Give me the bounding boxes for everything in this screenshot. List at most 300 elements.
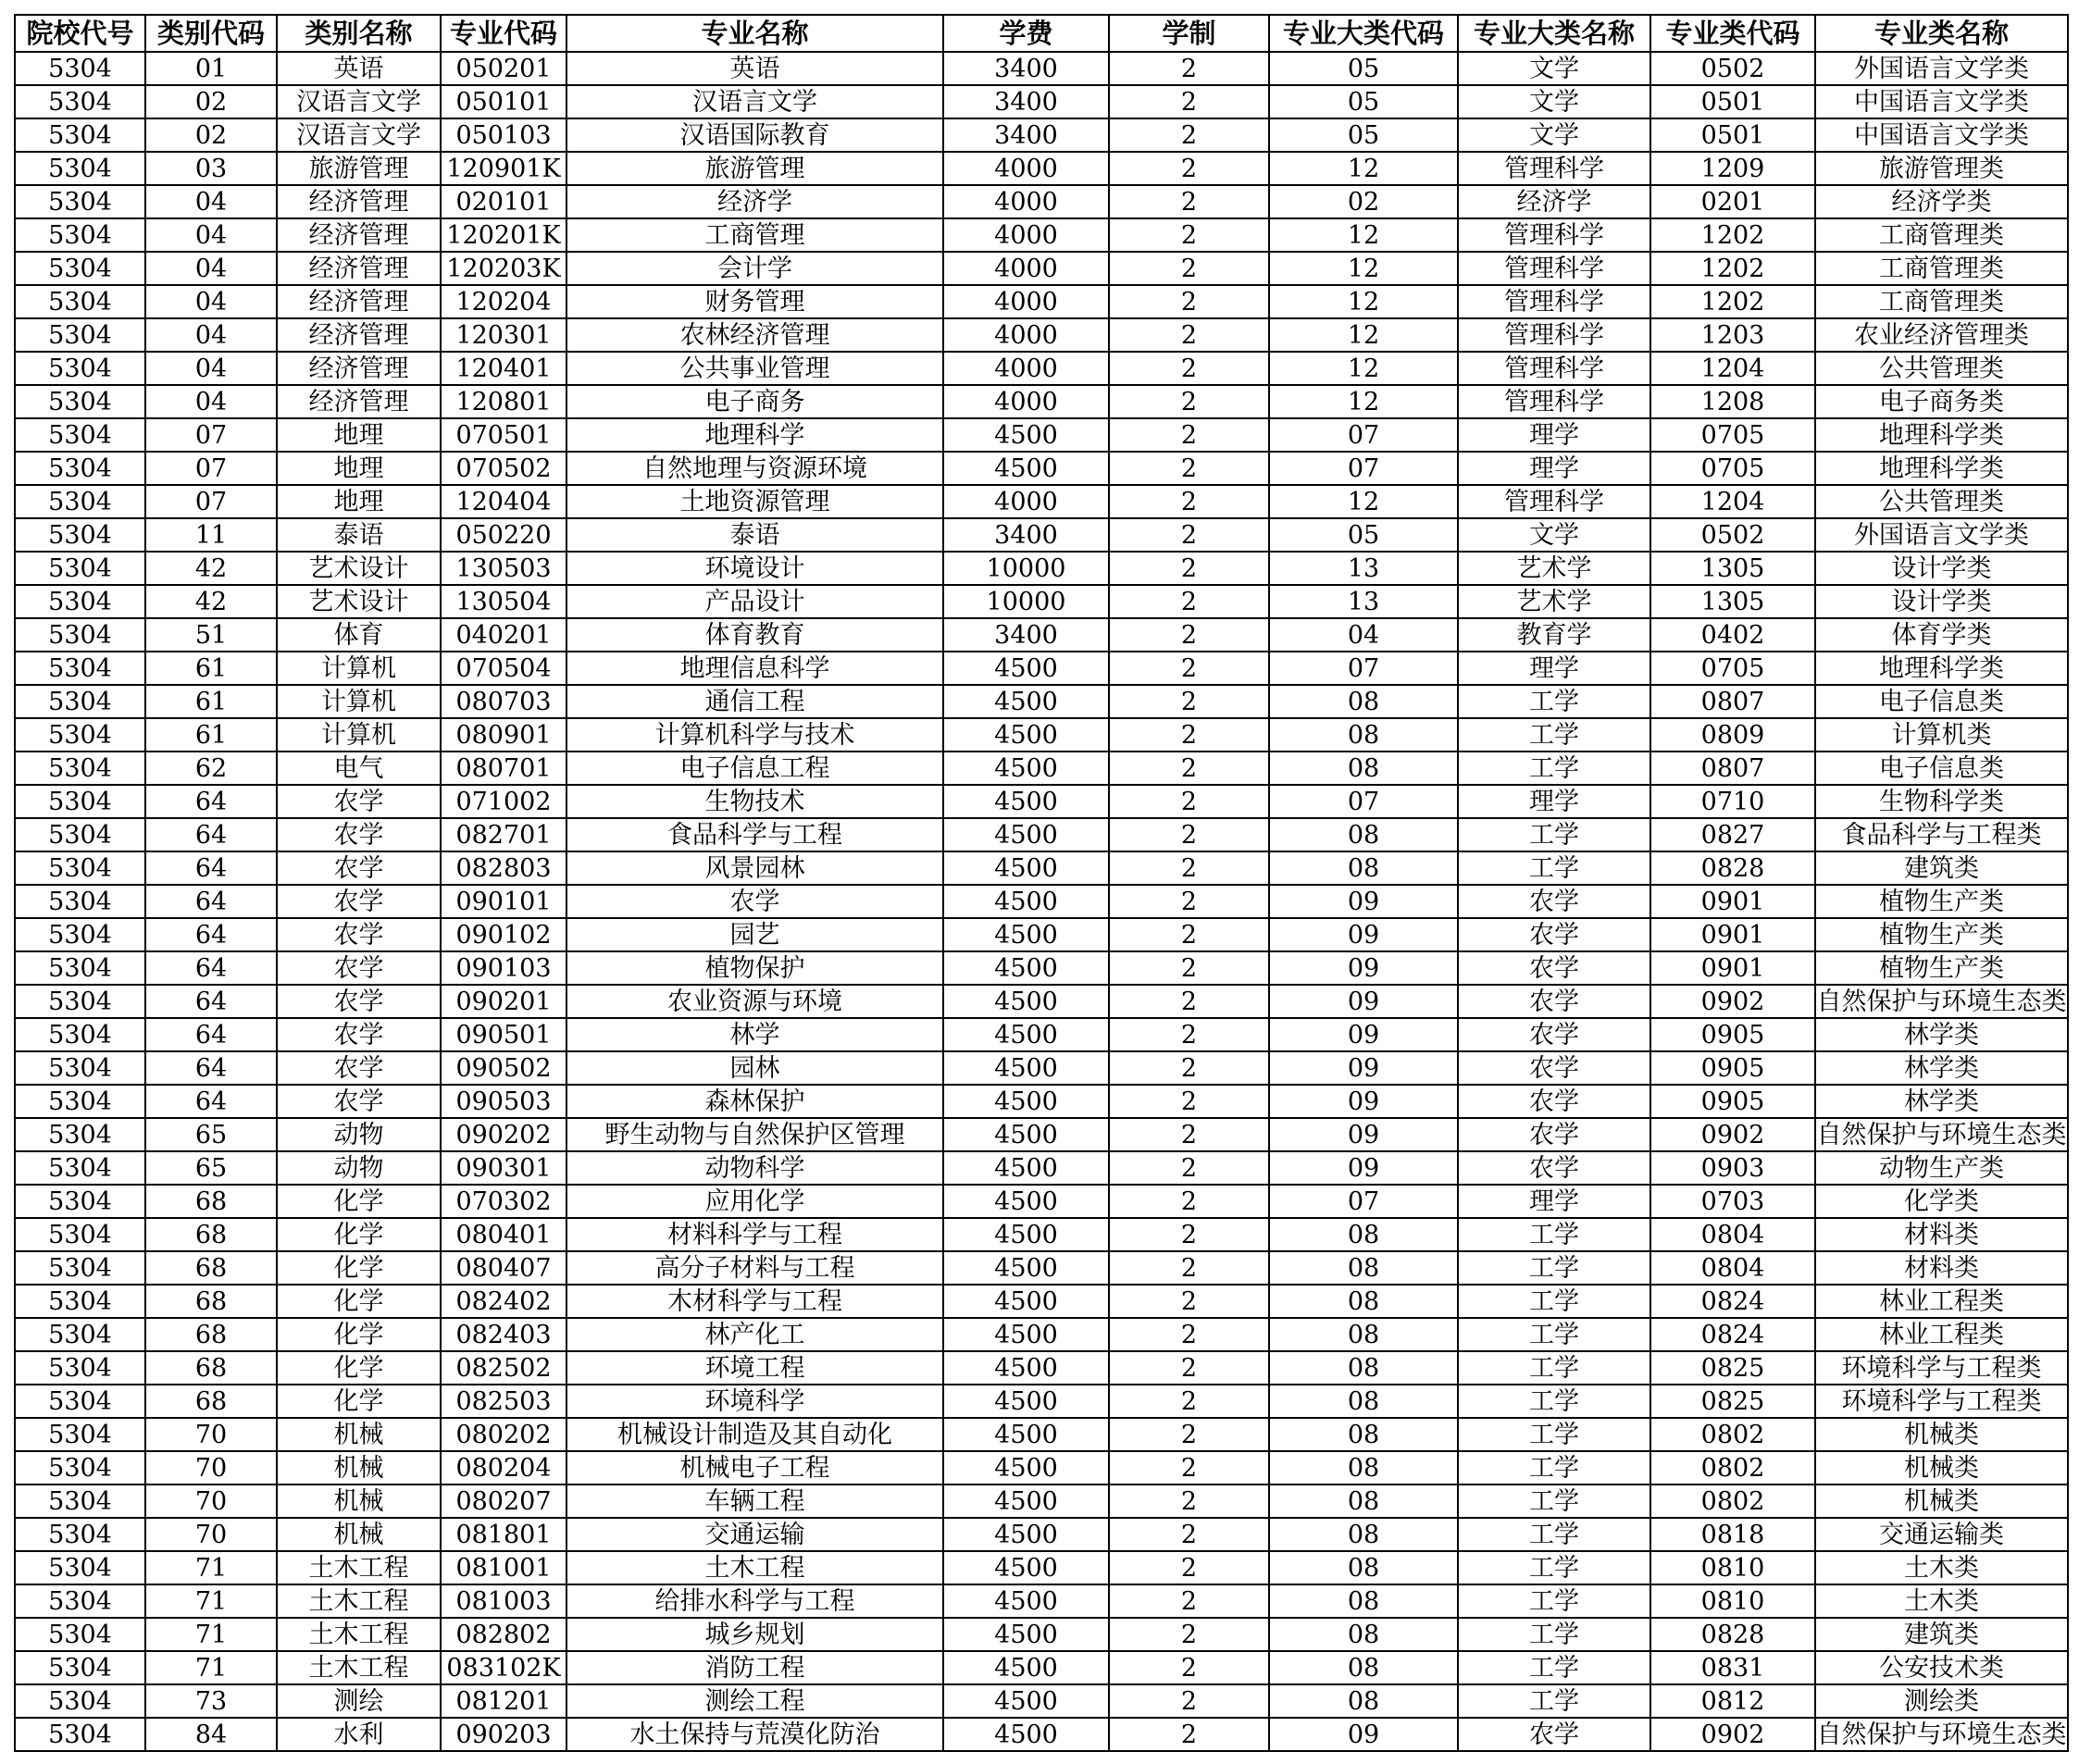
cell-school-code: 5304 [15, 1518, 145, 1551]
cell-discipline-name: 工学 [1458, 1484, 1650, 1518]
cell-school-code: 5304 [15, 152, 145, 185]
cell-major-class-code: 0710 [1650, 785, 1815, 818]
cell-category-name: 动物 [277, 1118, 441, 1151]
cell-major-class-code: 0905 [1650, 1085, 1815, 1118]
cell-discipline-name: 管理科学 [1458, 285, 1650, 318]
cell-category-name: 农学 [277, 985, 441, 1018]
cell-category-code: 42 [145, 585, 277, 618]
cell-category-code: 01 [145, 52, 277, 85]
cell-discipline-name: 工学 [1458, 1251, 1650, 1285]
table-row [15, 185, 2068, 218]
cell-major-name: 汉语言文学 [566, 85, 943, 118]
cell-duration: 2 [1109, 1518, 1269, 1551]
cell-category-name: 泰语 [277, 518, 441, 552]
cell-major-class-name: 外国语言文学类 [1815, 518, 2068, 552]
cell-major-name: 风景园林 [566, 851, 943, 885]
table-row [15, 385, 2068, 418]
cell-category-code: 04 [145, 252, 277, 285]
cell-tuition: 4500 [943, 1185, 1109, 1218]
cell-major-name: 交通运输 [566, 1518, 943, 1551]
cell-discipline-code: 07 [1269, 452, 1458, 485]
cell-discipline-name: 工学 [1458, 851, 1650, 885]
cell-major-name: 英语 [566, 52, 943, 85]
cell-major-class-code: 0810 [1650, 1551, 1815, 1584]
cell-major-class-code: 1208 [1650, 385, 1815, 418]
cell-category-name: 化学 [277, 1351, 441, 1385]
cell-major-code: 120401 [441, 352, 566, 385]
cell-category-name: 汉语言文学 [277, 118, 441, 152]
cell-major-code: 050201 [441, 52, 566, 85]
cell-school-code: 5304 [15, 1318, 145, 1351]
cell-major-class-code: 0810 [1650, 1584, 1815, 1618]
table-row [15, 785, 2068, 818]
cell-major-name: 环境设计 [566, 552, 943, 585]
cell-major-code: 070501 [441, 418, 566, 452]
cell-major-name: 自然地理与资源环境 [566, 452, 943, 485]
cell-discipline-code: 12 [1269, 385, 1458, 418]
cell-major-class-name: 公共管理类 [1815, 352, 2068, 385]
cell-major-name: 测绘工程 [566, 1684, 943, 1718]
cell-discipline-name: 农学 [1458, 1718, 1650, 1751]
cell-discipline-code: 07 [1269, 785, 1458, 818]
cell-major-class-code: 0201 [1650, 185, 1815, 218]
cell-category-code: 04 [145, 185, 277, 218]
cell-major-code: 090503 [441, 1085, 566, 1118]
cell-discipline-code: 09 [1269, 1018, 1458, 1051]
cell-duration: 2 [1109, 485, 1269, 518]
cell-discipline-code: 08 [1269, 851, 1458, 885]
cell-category-name: 化学 [277, 1285, 441, 1318]
cell-discipline-code: 12 [1269, 318, 1458, 352]
cell-duration: 2 [1109, 452, 1269, 485]
cell-discipline-name: 农学 [1458, 1085, 1650, 1118]
cell-discipline-name: 经济学 [1458, 185, 1650, 218]
cell-major-name: 给排水科学与工程 [566, 1584, 943, 1618]
cell-school-code: 5304 [15, 1351, 145, 1385]
cell-major-class-code: 0804 [1650, 1218, 1815, 1251]
cell-discipline-name: 工学 [1458, 818, 1650, 851]
cell-major-class-code: 0807 [1650, 752, 1815, 785]
cell-major-class-name: 电子商务类 [1815, 385, 2068, 418]
cell-school-code: 5304 [15, 851, 145, 885]
table-row [15, 1185, 2068, 1218]
cell-discipline-code: 08 [1269, 1518, 1458, 1551]
cell-duration: 2 [1109, 418, 1269, 452]
cell-tuition: 4500 [943, 985, 1109, 1018]
cell-major-name: 林学 [566, 1018, 943, 1051]
cell-discipline-code: 09 [1269, 1718, 1458, 1751]
cell-tuition: 4500 [943, 1651, 1109, 1684]
cell-category-name: 农学 [277, 785, 441, 818]
cell-duration: 2 [1109, 252, 1269, 285]
cell-major-code: 083102K [441, 1651, 566, 1684]
cell-major-class-code: 0903 [1650, 1151, 1815, 1185]
cell-duration: 2 [1109, 1351, 1269, 1385]
cell-major-name: 野生动物与自然保护区管理 [566, 1118, 943, 1151]
cell-major-code: 120201K [441, 218, 566, 252]
cell-tuition: 4500 [943, 452, 1109, 485]
table-row [15, 1451, 2068, 1484]
cell-discipline-code: 09 [1269, 951, 1458, 985]
cell-major-name: 高分子材料与工程 [566, 1251, 943, 1285]
cell-category-name: 计算机 [277, 718, 441, 752]
cell-tuition: 4500 [943, 1484, 1109, 1518]
cell-discipline-name: 文学 [1458, 118, 1650, 152]
cell-major-name: 应用化学 [566, 1185, 943, 1218]
cell-category-code: 71 [145, 1551, 277, 1584]
cell-major-code: 082403 [441, 1318, 566, 1351]
table-row [15, 352, 2068, 385]
table-row [15, 85, 2068, 118]
cell-major-code: 120901K [441, 152, 566, 185]
cell-tuition: 4000 [943, 352, 1109, 385]
cell-major-name: 电子信息工程 [566, 752, 943, 785]
cell-duration: 2 [1109, 518, 1269, 552]
cell-category-code: 70 [145, 1484, 277, 1518]
cell-category-name: 旅游管理 [277, 152, 441, 185]
cell-discipline-code: 12 [1269, 152, 1458, 185]
cell-tuition: 4500 [943, 1718, 1109, 1751]
cell-discipline-code: 08 [1269, 1285, 1458, 1318]
cell-duration: 2 [1109, 1018, 1269, 1051]
cell-duration: 2 [1109, 1451, 1269, 1484]
cell-duration: 2 [1109, 1718, 1269, 1751]
cell-category-name: 电气 [277, 752, 441, 785]
cell-duration: 2 [1109, 885, 1269, 918]
cell-school-code: 5304 [15, 352, 145, 385]
table-row [15, 918, 2068, 951]
cell-duration: 2 [1109, 1118, 1269, 1151]
cell-tuition: 4500 [943, 1151, 1109, 1185]
table-row [15, 285, 2068, 318]
cell-tuition: 3400 [943, 52, 1109, 85]
column-header-category-name: 类别名称 [277, 15, 441, 52]
cell-school-code: 5304 [15, 1584, 145, 1618]
cell-discipline-name: 理学 [1458, 1185, 1650, 1218]
cell-discipline-code: 09 [1269, 985, 1458, 1018]
cell-school-code: 5304 [15, 1185, 145, 1218]
table-row [15, 552, 2068, 585]
cell-major-code: 130503 [441, 552, 566, 585]
cell-major-class-code: 0827 [1650, 818, 1815, 851]
cell-duration: 2 [1109, 152, 1269, 185]
cell-discipline-code: 09 [1269, 1151, 1458, 1185]
cell-major-class-name: 林学类 [1815, 1085, 2068, 1118]
cell-category-code: 64 [145, 1085, 277, 1118]
cell-tuition: 4500 [943, 951, 1109, 985]
cell-major-class-name: 地理科学类 [1815, 418, 2068, 452]
cell-school-code: 5304 [15, 885, 145, 918]
cell-discipline-name: 农学 [1458, 1118, 1650, 1151]
cell-school-code: 5304 [15, 452, 145, 485]
cell-tuition: 4500 [943, 1618, 1109, 1651]
table-row [15, 1085, 2068, 1118]
cell-category-code: 03 [145, 152, 277, 185]
cell-major-code: 080202 [441, 1418, 566, 1451]
cell-tuition: 4500 [943, 785, 1109, 818]
cell-major-code: 080901 [441, 718, 566, 752]
cell-category-code: 04 [145, 352, 277, 385]
cell-major-class-name: 工商管理类 [1815, 285, 2068, 318]
table-row [15, 1018, 2068, 1051]
cell-duration: 2 [1109, 85, 1269, 118]
cell-discipline-name: 管理科学 [1458, 385, 1650, 418]
cell-tuition: 4500 [943, 1218, 1109, 1251]
cell-major-name: 机械电子工程 [566, 1451, 943, 1484]
cell-school-code: 5304 [15, 518, 145, 552]
cell-school-code: 5304 [15, 318, 145, 352]
cell-major-code: 082503 [441, 1385, 566, 1418]
program-table [14, 14, 2069, 1752]
cell-category-code: 07 [145, 452, 277, 485]
cell-major-name: 材料科学与工程 [566, 1218, 943, 1251]
cell-category-code: 64 [145, 985, 277, 1018]
cell-major-class-code: 1209 [1650, 152, 1815, 185]
cell-category-name: 土木工程 [277, 1551, 441, 1584]
cell-discipline-code: 08 [1269, 1551, 1458, 1584]
cell-category-name: 化学 [277, 1318, 441, 1351]
cell-major-class-name: 公共管理类 [1815, 485, 2068, 518]
cell-major-code: 081801 [441, 1518, 566, 1551]
cell-major-class-code: 0812 [1650, 1684, 1815, 1718]
table-row [15, 452, 2068, 485]
cell-major-name: 生物技术 [566, 785, 943, 818]
cell-category-name: 地理 [277, 418, 441, 452]
cell-major-code: 082402 [441, 1285, 566, 1318]
cell-major-class-name: 地理科学类 [1815, 452, 2068, 485]
cell-major-code: 050220 [441, 518, 566, 552]
table-row [15, 218, 2068, 252]
cell-school-code: 5304 [15, 552, 145, 585]
cell-category-code: 70 [145, 1418, 277, 1451]
cell-major-code: 120203K [441, 252, 566, 285]
table-row [15, 618, 2068, 652]
cell-discipline-code: 08 [1269, 1651, 1458, 1684]
cell-discipline-code: 12 [1269, 285, 1458, 318]
cell-major-name: 园林 [566, 1051, 943, 1085]
cell-duration: 2 [1109, 785, 1269, 818]
cell-duration: 2 [1109, 1618, 1269, 1651]
cell-tuition: 4500 [943, 718, 1109, 752]
cell-major-name: 食品科学与工程 [566, 818, 943, 851]
cell-tuition: 4000 [943, 385, 1109, 418]
cell-school-code: 5304 [15, 1418, 145, 1451]
cell-tuition: 10000 [943, 585, 1109, 618]
cell-discipline-name: 工学 [1458, 1518, 1650, 1551]
cell-discipline-name: 工学 [1458, 718, 1650, 752]
cell-major-code: 080207 [441, 1484, 566, 1518]
cell-major-name: 林产化工 [566, 1318, 943, 1351]
cell-school-code: 5304 [15, 185, 145, 218]
cell-category-name: 农学 [277, 885, 441, 918]
cell-major-class-code: 0502 [1650, 52, 1815, 85]
cell-tuition: 4500 [943, 1018, 1109, 1051]
cell-category-code: 64 [145, 951, 277, 985]
cell-major-class-name: 建筑类 [1815, 1618, 2068, 1651]
cell-major-name: 土木工程 [566, 1551, 943, 1584]
cell-discipline-name: 工学 [1458, 1651, 1650, 1684]
cell-category-code: 68 [145, 1318, 277, 1351]
cell-school-code: 5304 [15, 1051, 145, 1085]
cell-duration: 2 [1109, 318, 1269, 352]
cell-discipline-name: 农学 [1458, 951, 1650, 985]
cell-duration: 2 [1109, 1251, 1269, 1285]
cell-tuition: 4500 [943, 1684, 1109, 1718]
cell-major-code: 090501 [441, 1018, 566, 1051]
cell-category-name: 农学 [277, 1051, 441, 1085]
cell-duration: 2 [1109, 1318, 1269, 1351]
cell-major-class-name: 植物生产类 [1815, 885, 2068, 918]
cell-discipline-code: 09 [1269, 1085, 1458, 1118]
cell-duration: 2 [1109, 552, 1269, 585]
cell-major-code: 090502 [441, 1051, 566, 1085]
table-row [15, 585, 2068, 618]
cell-duration: 2 [1109, 918, 1269, 951]
cell-category-name: 经济管理 [277, 318, 441, 352]
cell-major-name: 园艺 [566, 918, 943, 951]
cell-school-code: 5304 [15, 118, 145, 152]
cell-category-code: 70 [145, 1518, 277, 1551]
cell-major-code: 082802 [441, 1618, 566, 1651]
table-row [15, 1385, 2068, 1418]
cell-tuition: 4500 [943, 818, 1109, 851]
table-row [15, 485, 2068, 518]
cell-duration: 2 [1109, 752, 1269, 785]
cell-category-code: 65 [145, 1151, 277, 1185]
cell-major-class-code: 0824 [1650, 1318, 1815, 1351]
cell-duration: 2 [1109, 718, 1269, 752]
cell-discipline-code: 12 [1269, 252, 1458, 285]
cell-major-class-name: 林学类 [1815, 1051, 2068, 1085]
cell-discipline-name: 工学 [1458, 752, 1650, 785]
cell-major-class-code: 0502 [1650, 518, 1815, 552]
cell-discipline-name: 文学 [1458, 518, 1650, 552]
cell-major-name: 城乡规划 [566, 1618, 943, 1651]
cell-major-code: 090103 [441, 951, 566, 985]
cell-major-class-code: 0705 [1650, 652, 1815, 685]
cell-discipline-code: 08 [1269, 1218, 1458, 1251]
cell-school-code: 5304 [15, 1385, 145, 1418]
cell-school-code: 5304 [15, 918, 145, 951]
cell-category-code: 61 [145, 718, 277, 752]
table-row [15, 885, 2068, 918]
cell-category-code: 68 [145, 1251, 277, 1285]
cell-tuition: 4500 [943, 652, 1109, 685]
cell-discipline-name: 管理科学 [1458, 318, 1650, 352]
column-header-school-code: 院校代号 [15, 15, 145, 52]
cell-major-class-name: 设计学类 [1815, 585, 2068, 618]
cell-discipline-code: 08 [1269, 1385, 1458, 1418]
cell-major-class-name: 林业工程类 [1815, 1318, 2068, 1351]
cell-school-code: 5304 [15, 1451, 145, 1484]
cell-discipline-code: 07 [1269, 418, 1458, 452]
cell-category-name: 化学 [277, 1385, 441, 1418]
cell-discipline-name: 工学 [1458, 1684, 1650, 1718]
cell-major-class-name: 经济学类 [1815, 185, 2068, 218]
cell-major-class-code: 0905 [1650, 1018, 1815, 1051]
cell-major-class-code: 0402 [1650, 618, 1815, 652]
cell-discipline-code: 07 [1269, 1185, 1458, 1218]
cell-category-code: 02 [145, 85, 277, 118]
cell-category-code: 42 [145, 552, 277, 585]
cell-category-name: 土木工程 [277, 1584, 441, 1618]
cell-category-name: 农学 [277, 918, 441, 951]
cell-major-class-code: 0828 [1650, 851, 1815, 885]
cell-discipline-code: 05 [1269, 518, 1458, 552]
cell-major-name: 电子商务 [566, 385, 943, 418]
cell-major-code: 090301 [441, 1151, 566, 1185]
cell-school-code: 5304 [15, 85, 145, 118]
cell-major-name: 公共事业管理 [566, 352, 943, 385]
cell-duration: 2 [1109, 218, 1269, 252]
cell-category-code: 64 [145, 818, 277, 851]
cell-major-code: 080204 [441, 1451, 566, 1484]
cell-tuition: 3400 [943, 618, 1109, 652]
cell-major-class-name: 土木类 [1815, 1551, 2068, 1584]
cell-tuition: 4500 [943, 1385, 1109, 1418]
cell-major-class-name: 机械类 [1815, 1418, 2068, 1451]
cell-duration: 2 [1109, 1684, 1269, 1718]
cell-school-code: 5304 [15, 218, 145, 252]
cell-category-code: 07 [145, 485, 277, 518]
cell-duration: 2 [1109, 118, 1269, 152]
cell-category-name: 地理 [277, 452, 441, 485]
cell-major-name: 财务管理 [566, 285, 943, 318]
cell-major-code: 080407 [441, 1251, 566, 1285]
cell-major-code: 120801 [441, 385, 566, 418]
cell-major-class-name: 机械类 [1815, 1484, 2068, 1518]
cell-major-class-code: 1305 [1650, 585, 1815, 618]
cell-discipline-name: 管理科学 [1458, 352, 1650, 385]
column-header-major-class-name: 专业类名称 [1815, 15, 2068, 52]
table-row [15, 418, 2068, 452]
cell-major-class-name: 自然保护与环境生态类 [1815, 1118, 2068, 1151]
cell-major-class-name: 计算机类 [1815, 718, 2068, 752]
cell-tuition: 4000 [943, 285, 1109, 318]
cell-duration: 2 [1109, 851, 1269, 885]
cell-tuition: 4500 [943, 418, 1109, 452]
cell-duration: 2 [1109, 1285, 1269, 1318]
cell-category-code: 64 [145, 785, 277, 818]
cell-category-name: 经济管理 [277, 252, 441, 285]
cell-category-code: 64 [145, 918, 277, 951]
table-header [15, 15, 2068, 52]
cell-category-code: 04 [145, 218, 277, 252]
cell-category-name: 经济管理 [277, 185, 441, 218]
cell-category-name: 农学 [277, 1085, 441, 1118]
table-row [15, 1351, 2068, 1385]
cell-major-class-code: 0831 [1650, 1651, 1815, 1684]
cell-major-class-name: 植物生产类 [1815, 918, 2068, 951]
table-row [15, 252, 2068, 285]
cell-category-name: 机械 [277, 1484, 441, 1518]
cell-major-code: 082701 [441, 818, 566, 851]
cell-school-code: 5304 [15, 1151, 145, 1185]
cell-major-class-code: 0825 [1650, 1351, 1815, 1385]
cell-category-code: 65 [145, 1118, 277, 1151]
cell-discipline-name: 工学 [1458, 1584, 1650, 1618]
cell-major-code: 070502 [441, 452, 566, 485]
table-row [15, 818, 2068, 851]
cell-major-class-name: 工商管理类 [1815, 218, 2068, 252]
cell-discipline-code: 02 [1269, 185, 1458, 218]
cell-category-name: 动物 [277, 1151, 441, 1185]
cell-major-class-name: 植物生产类 [1815, 951, 2068, 985]
cell-tuition: 4500 [943, 1551, 1109, 1584]
table-row [15, 652, 2068, 685]
cell-duration: 2 [1109, 1185, 1269, 1218]
cell-discipline-code: 05 [1269, 52, 1458, 85]
